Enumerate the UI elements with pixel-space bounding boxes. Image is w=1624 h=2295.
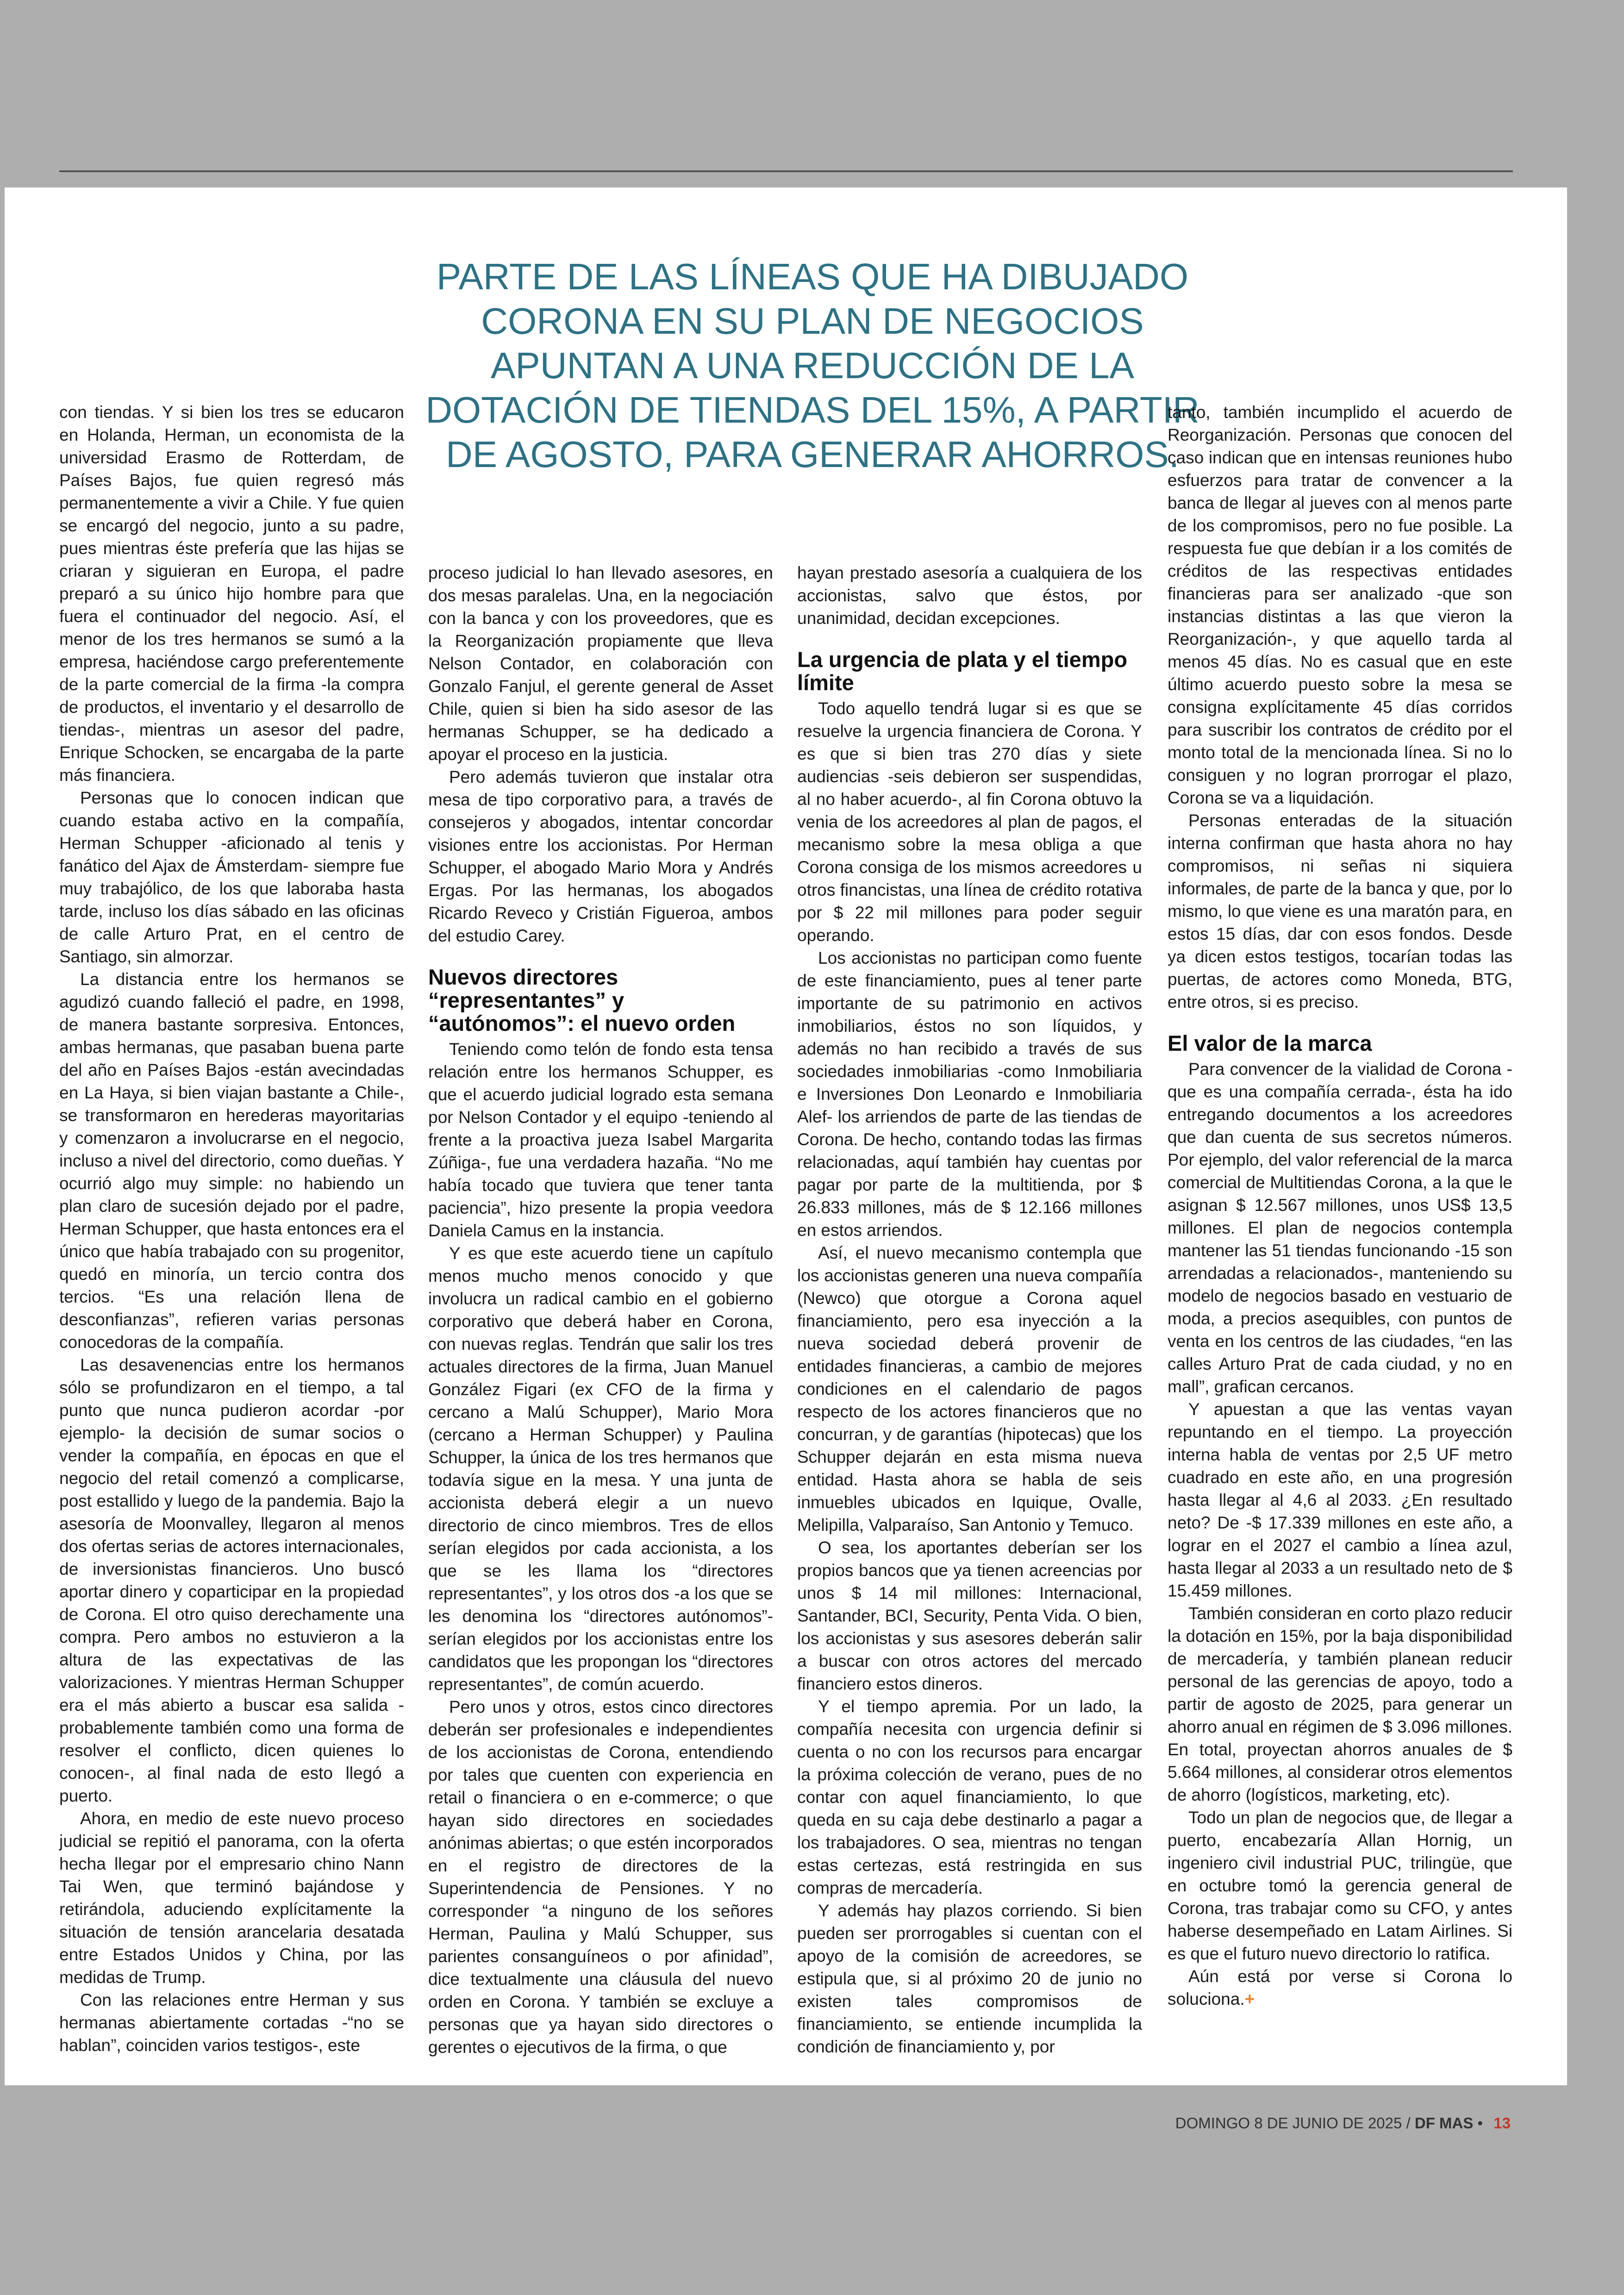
- paragraph: Las desavenencias entre los hermanos sólo se profundizaron en el tiempo, a tal punto que nunca pudieron acordar -por ejemplo- la decisión de sumar socios o vender la compañía, en épocas en que el negocio del retail comenzó a complicarse, post estallido y luego de la pandemia. Bajo la asesoría de Moonvalley, llegaron al menos dos ofertas serias de actores internacionales, de inversionistas financieros. Uno buscó aportar dinero y coparticipar en la propiedad de Corona. El otro quiso derechamente una compra. Pero ambos no estuvieron a la altura de las expectativas de las valorizaciones. Y mientras Herman Schupper era el más abierto a buscar esa salida -probablemente también como una forma de resolver el conflicto, dicen quienes lo conocen-, al final nada de esto llegó a puerto.: [59, 1355, 404, 1805]
- section-heading: Nuevos directores “representantes” y “autónomos”: el nuevo orden: [428, 965, 736, 1035]
- paragraph: O sea, los aportantes deberían ser los propios bancos que ya tienen acreencias por unos $ 14 mil millones: Internacional, Santander, BCI, Security, Penta Vida. O bien, los accionistas y sus asesores deberán salir a buscar con otros actores del mercado financiero estos dineros.: [797, 1538, 1142, 1693]
- paragraph: Así, el nuevo mecanismo contempla que los accionistas generen una nueva compañía (Newco) que otorgue a Corona aquel financiamiento, pero esa inyección a la nueva sociedad deberá provenir de entidades financieras, a cambio de mejores condiciones en el calendario de pagos respecto de los actores financieros que no concurran, y de garantías (hipotecas) que los Schupper dejarán en esta misma nueva entidad. Hasta ahora se habla de seis inmuebles ubicados en Iquique, Ovalle, Melipilla, Valparaíso, San Antonio y Temuco.: [797, 1243, 1142, 1534]
- column-2: [428, 561, 773, 2058]
- paragraph: También consideran en corto plazo reducir la dotación en 15%, por la baja disponibilidad de mercadería, y también planean reducir personal de las gerencias de apoyo, todo a partir de agosto de 2025, para generar un ahorro anual en régimen de $ 3.096 millones. En total, proyectan ahorros anuales de $ 5.664 millones, al considerar otros elementos de ahorro (logísticos, marketing, etc).: [1168, 1604, 1512, 1804]
- page-footer: [1175, 2114, 1511, 2132]
- paragraph: Pero además tuvieron que instalar otra mesa de tipo corporativo para, a través de consejeros y abogados, intentar concordar visiones entre los accionistas. Por Herman Schupper, el abogado Mario Mora y Andrés Ergas. Por las hermanas, los abogados Ricardo Reveco y Cristián Figueroa, ambos del estudio Carey.: [428, 767, 773, 945]
- paragraph: Personas que lo conocen indican que cuando estaba activo en la compañía, Herman Schupper -aficionado al tenis y fanático del Ajax de Ámsterdam- siempre fue muy trabajólico, de los que laboraba hasta tarde, incluso los días sábado en las oficinas de calle Arturo Prat, en el centro de Santiago, sin almorzar.: [59, 788, 404, 966]
- paragraph: Y el tiempo apremia. Por un lado, la compañía necesita con urgencia definir si cuenta o no con los recursos para encargar la próxima colección de verano, pues de no contar con aquel financiamiento, lo que queda en su caja debe destinarlo a pagar a los trabajadores. O sea, mientras no tengan estas certezas, está restringida en sus compras de mercadería.: [797, 1697, 1142, 1897]
- paragraph: hayan prestado asesoría a cualquiera de los accionistas, salvo que éstos, por unanimidad, decidan excepciones.: [797, 563, 1142, 628]
- paragraph: Y es que este acuerdo tiene un capítulo menos mucho menos conocido y que involucra un radical cambio en el gobierno corporativo que deberá haber en Corona, con nuevas reglas. Tendrán que salir los tres actuales directores de la firma, Juan Manuel González Figari (ex CFO de la firma y cercano a Malú Schupper), Mario Mora (cercano a Herman Schupper) y Paulina Schupper, la única de los tres hermanos que todavía sigue en la mesa. Y una junta de accionista deberá elegir a un nuevo directorio de cinco miembros. Tres de ellos serían elegidos por cada accionista, a los que se les llama los “directores representantes”, y los otros dos -a los que se les denomina los “directores autónomos”- serían elegidos por los accionistas entre los candidatos que les propongan los “directores representantes”, de común acuerdo.: [428, 1244, 773, 1694]
- paragraph: Personas enteradas de la situación interna confirman que hasta ahora no hay compromisos, ni señas ni siquiera informales, de parte de la banca y que, por lo mismo, lo que viene es una maratón para, en estos 15 días, dar con esos fondos. Desde ya dicen estos testigos, tocarían todas las puertas, de actores como Moneda, BTG, entre otros, si es preciso.: [1168, 811, 1512, 1011]
- paragraph: Ahora, en medio de este nuevo proceso judicial se repitió el panorama, con la oferta hecha llegar por el empresario chino Nann Tai Wen, que terminó bajándose y retirándola, aduciendo explícitamente la situación de tensión arancelaria desatada entre Estados Unidos y China, por las medidas de Trump.: [59, 1809, 404, 1987]
- paragraph: con tiendas. Y si bien los tres se educaron en Holanda, Herman, un economista de la universidad Erasmo de Rotterdam, de Países Bajos, fue quien regresó más permanentemente a vivir a Chile. Y fue quien se encargó del negocio, junto a su padre, pues mientras éste prefería que las hijas se criaran y siguieran en Europa, el padre preparó a su único hijo hombre para que fuera el continuador del negocio. Así, el menor de los tres hermanos se sumó a la empresa, haciéndose cargo preferentemente de la parte comercial de la firma -la compra de productos, el inventario y el desarrollo de tiendas-, mientras un asesor del padre, Enrique Schocken, se encargaba de la parte más financiera.: [59, 403, 404, 785]
- end-mark-icon: +: [1244, 1989, 1255, 2008]
- paragraph: Los accionistas no participan como fuente de este financiamiento, pues al tener parte importante de su patrimonio en activos inmobiliarios, éstos no son líquidos, y además no han recibido a través de sus sociedades inmobiliarias -como Inmobiliaria e Inversiones Don Leonardo e Inmobiliaria Alef- los arriendos de parte de las tiendas de Corona. De hecho, contando todas las firmas relacionadas, aquí también hay cuentas por pagar por parte de la multitienda, por $ 26.833 millones, más de $ 12.166 millones en estos arriendos.: [797, 948, 1142, 1240]
- paragraph: Para convencer de la vialidad de Corona -que es una compañía cerrada-, ésta ha ido entregando documentos a los acreedores que dan cuenta de sus secretos números. Por ejemplo, del valor referencial de la marca comercial de Multitiendas Corona, a la que le asignan $ 12.567 millones, unos US$ 13,5 millones. El plan de negocios contempla mantener las 51 tiendas funcionando -15 son arrendadas a relacionados-, manteniendo su modelo de negocios basado en vestuario de moda, a precios asequibles, con puntos de venta en los centros de las ciudades, “en las calles Arturo Prat de cada ciudad, y no en mall”, grafican cercanos.: [1168, 1060, 1512, 1396]
- footer-separator: •: [1477, 2114, 1483, 2132]
- magazine-name: DF MAS: [1414, 2114, 1474, 2132]
- paragraph: tanto, también incumplido el acuerdo de Reorganización. Personas que conocen del caso indican que en intensas reuniones hubo esfuerzos para tratar de convencer a la banca de llegar al jueves con al menos parte de los compromisos, pero no fue posible. La respuesta fue que debían ir a los comités de créditos de las respectivas entidades financieras para ser analizado -que son instancias distintas a las que vieron la Reorganización-, y que aquello tarda al menos 45 días. No es casual que en este último acuerdo puesto sobre la mesa se consigna explícitamente 45 días corridos para suscribir los contratos de crédito por el monto total de la mencionada línea. Si no lo consiguen y no logran prorrogar el plazo, Corona se va a liquidación.: [1168, 403, 1512, 807]
- footer-date: DOMINGO 8 DE JUNIO DE 2025 /: [1175, 2114, 1411, 2132]
- paragraph: Y además hay plazos corriendo. Si bien pueden ser prorrogables si cuentan con el apoyo de la comisión de acreedores, se estipula que, si al próximo 20 de junio no existen tales compromisos de financiamiento, se entiende incumplida la condición de financiamiento y, por: [797, 1901, 1142, 2056]
- paragraph: Pero unos y otros, estos cinco directores deberán ser profesionales e independientes de los accionistas de Corona, entendiendo por tales que cuenten con experiencia en retail o financiera o en e-commerce; o que hayan sido directores en sociedades anónimas abiertas; o que estén incorporados en el registro de directores de la Superintendencia de Pensiones. Y no corresponder “a ninguno de los señores Herman, Paulina y Malú Schupper, sus parientes consanguíneos o por afinidad”, dice textualmente una cláusula del nuevo orden en Corona. Y también se excluye a personas que ya hayan sido directores o gerentes o ejecutivos de la firma, o que: [428, 1697, 773, 2057]
- paragraph: Teniendo como telón de fondo esta tensa relación entre los hermanos Schupper, es que el acuerdo judicial logrado esta semana por Nelson Contador y el equipo -teniendo al frente a la proactiva jueza Isabel Margarita Zúñiga-, fue una verdadera hazaña. “No me había tocado que tuviera que tener tanta paciencia”, hizo presente la propia veedora Daniela Camus en la instancia.: [428, 1040, 773, 1240]
- paragraph: proceso judicial lo han llevado asesores, en dos mesas paralelas. Una, en la negociación con la banca y con los proveedores, que es la Reorganización propiamente que lleva Nelson Contador, en colaboración con Gonzalo Fanjul, el gerente general de Asset Chile, quien si bien ha sido asesor de las hermanas Schupper, se ha dedicado a apoyar el proceso en la justicia.: [428, 563, 773, 764]
- paragraph: Y apuestan a que las ventas vayan repuntando en el tiempo. La proyección interna habla de ventas por 2,5 UF metro cuadrado en este año, en una progresión hasta llegar al 4,6 al 2033. ¿En resultado neto? De -$ 17.339 millones en este año, a lograr en el 2027 el cambio a línea azul, hasta llegar al 2033 a un resultado neto de $ 15.459 millones.: [1168, 1400, 1512, 1600]
- paragraph: Todo un plan de negocios que, de llegar a puerto, encabezaría Allan Hornig, un ingeniero civil industrial PUC, trilingüe, que en octubre tomó la gerencia general de Corona, tras trabajar como su CFO, y antes haberse desempeñado en Latam Airlines. Si es que el futuro nuevo directorio lo ratifica.: [1168, 1808, 1512, 1963]
- column-4: [1168, 401, 1512, 2010]
- closing-paragraph: [1168, 1965, 1512, 2010]
- paragraph: Todo aquello tendrá lugar si es que se resuelve la urgencia financiera de Corona. Y es que si bien tras 270 días y siete audiencias -seis debieron ser suspendidas, al no haber acuerdo-, al fin Corona obtuvo la venia de los acreedores al plan de pagos, el mecanismo sobre la mesa obliga a que Corona consiga de los mismos acreedores u otros financistas, una línea de crédito rotativa por $ 22 mil millones para poder seguir operando.: [797, 699, 1142, 945]
- section-heading: La urgencia de plata y el tiempo límite: [797, 647, 1128, 695]
- top-rule: [59, 170, 1513, 172]
- section-heading: El valor de la marca: [1168, 1031, 1372, 1055]
- page-number: 13: [1493, 2114, 1511, 2132]
- paragraph: La distancia entre los hermanos se agudizó cuando falleció el padre, en 1998, de manera bastante sorpresiva. Entonces, ambas hermanas, que pasaban buena parte del año en Países Bajos -están avecindadas en La Haya, si bien viajan bastante a Chile-, se transformaron en herederas mayoritarias y comenzaron a involucrarse en el negocio, incluso a nivel del directorio, como dueñas. Y ocurrió algo muy simple: no habiendo un plan claro de sucesión dejado por el padre, Herman Schupper, que hasta entonces era el único que había trabajado con su progenitor, quedó en minoría, un tercio contra dos tercios. “Es una relación llena de desconfianzas”, refieren varias personas conocedoras de la compañía.: [59, 970, 404, 1352]
- column-1: [59, 401, 404, 2057]
- column-3: [797, 561, 1142, 2058]
- pull-quote: PARTE DE LAS LÍNEAS QUE HA DIBUJADO CORONA EN SU PLAN DE NEGOCIOS APUNTAN A UNA REDUCCIÓN DE LA DOTACIÓN DE TIENDAS DEL 15%, A PARTIR DE AGOSTO, PARA GENERAR AHORROS.: [425, 256, 1199, 475]
- closing-text: Aún está por verse si Corona lo soluciona.: [1168, 1967, 1512, 2008]
- paragraph: Con las relaciones entre Herman y sus hermanas abiertamente cortadas -“no se hablan”, coinciden varios testigos-, este: [59, 1990, 404, 2055]
